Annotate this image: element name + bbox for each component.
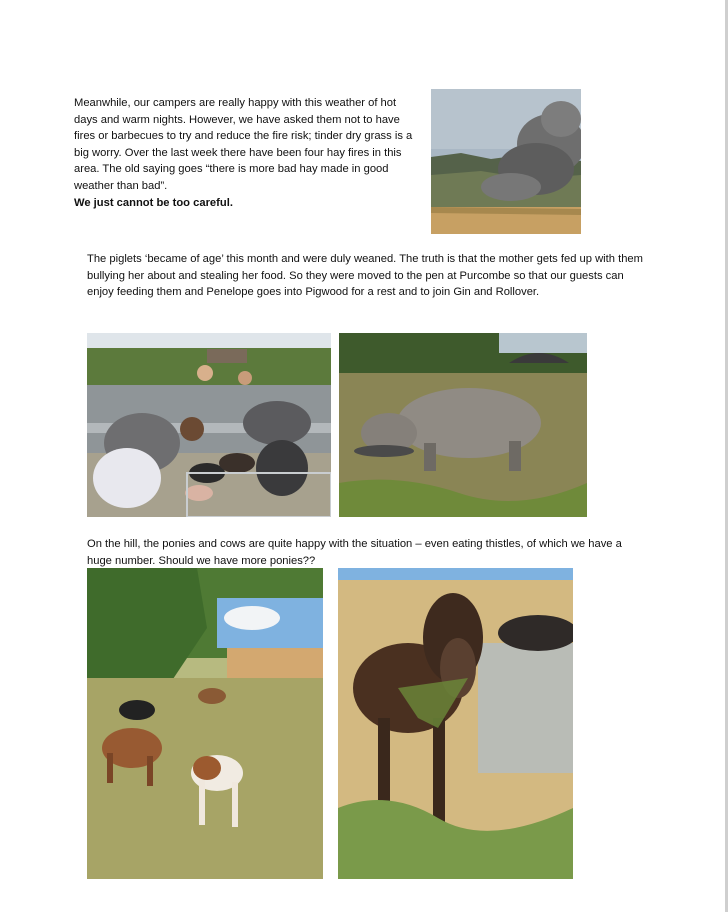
hill-text: On the hill, the ponies and cows are quite happy with the situation – even eating thistles, of which we have a huge number. Should we have more ponies?? [87, 538, 622, 567]
hay-fire-photo [431, 89, 581, 234]
intro-text: Meanwhile, our campers are really happy with this weather of hot days and warm nights. However, we have asked them not to have fires or barbecues to try and reduce the fire risk; tinder dry grass is a big worry. Over the last week there have been four hay fires in this area. The old saying goes “there is more bad hay made in good weather than bad”. [74, 97, 413, 192]
piglets-paragraph [87, 251, 643, 301]
piglets-text: The piglets ‘became of age’ this month and were duly weaned. The truth is that the mother gets fed up with them bullying her about and stealing her food. So they were moved to the pen at Purcombe so that our guests can enjoy feeding them and Penelope goes into Pigwood for a rest and to join Gin and Rollover. [87, 253, 643, 299]
sow-photo [339, 333, 587, 517]
intro-bold-text: We just cannot be too careful. [74, 196, 233, 209]
cows-photo [87, 568, 323, 879]
hill-paragraph [87, 536, 643, 569]
piglet-pen-photo [87, 333, 331, 517]
pony-photo [338, 568, 573, 879]
intro-paragraph [74, 95, 414, 211]
